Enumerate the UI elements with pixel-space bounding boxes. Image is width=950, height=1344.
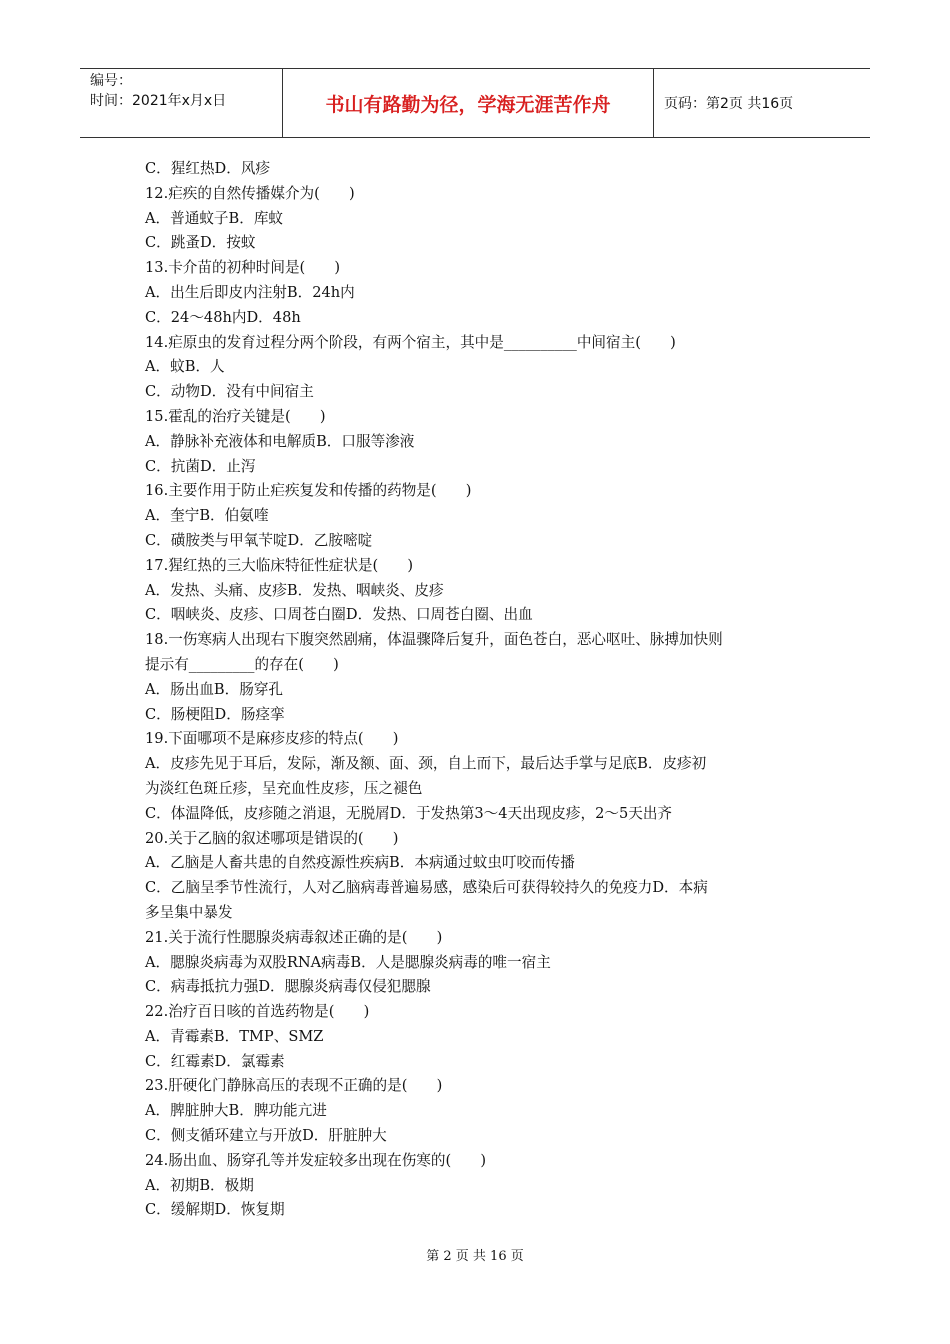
time-label: 时间：2021年x月x日 [90,93,227,109]
header-motto: 书山有路勤为径，学海无涯苦作舟 [282,69,654,137]
text-line: C．动物D．没有中间宿主 [145,383,314,401]
text-line: 14.疟原虫的发育过程分两个阶段，有两个宿主，其中是__________中间宿主( ) [145,333,676,351]
text-line: 21.关于流行性腮腺炎病毒叙述正确的是( ) [145,928,443,946]
text-line: A．青霉素B．TMP、SMZ [145,1027,324,1045]
text-line: A．脾脏肿大B．脾功能亢进 [145,1102,327,1120]
text-line: C．侧支循环建立与开放D．肝脏肿大 [145,1127,387,1145]
text-line: 12.疟疾的自然传播媒介为( ) [145,184,355,202]
text-line: C．磺胺类与甲氧苄啶D．乙胺嘧啶 [145,531,373,549]
text-line: 18.一伤寒病人出现右下腹突然剧痛，体温骤降后复升，面色苍白，恶心呕吐、脉搏加快则 [145,631,723,649]
number-label: 编号： [90,73,132,89]
text-line: A．出生后即皮内注射B．24h内 [145,283,355,301]
text-line: 23.肝硬化门静脉高压的表现不正确的是( ) [145,1077,443,1095]
text-line: 13.卡介苗的初种时间是( ) [145,259,341,277]
text-line: 多呈集中暴发 [145,903,233,921]
text-line: 16.主要作用于防止疟疾复发和传播的药物是( ) [145,482,472,500]
text-line: A．发热、头痛、皮疹B．发热、咽峡炎、皮疹 [145,581,444,599]
question-body [145,157,817,1223]
text-line: C．猩红热D．风疹 [145,160,271,177]
text-line: C．病毒抵抗力强D．腮腺炎病毒仅侵犯腮腺 [145,978,431,996]
text-line: C．红霉素D．氯霉素 [145,1052,285,1070]
text-line: A．静脉补充液体和电解质B．口服等渗液 [145,432,415,450]
text-line: 22.治疗百日咳的首选药物是( ) [145,1003,370,1021]
text-line: A．肠出血B．肠穿孔 [145,680,284,698]
text-line: 20.关于乙脑的叙述哪项是错误的( ) [145,829,399,847]
text-line: C．乙脑呈季节性流行，人对乙脑病毒普遍易感，感染后可获得较持久的免疫力D．本病 [145,879,708,897]
text-line: C．跳蚤D．按蚊 [145,234,256,252]
text-line: C．抗菌D．止泻 [145,457,256,475]
text-line: 提示有_________的存在( ) [145,655,339,673]
text-line: A．腮腺炎病毒为双股RNA病毒B．人是腮腺炎病毒的唯一宿主 [145,953,551,971]
text-line: C．肠梗阻D．肠痉挛 [145,705,285,723]
text-line: C．24～48h内D．48h [145,308,301,326]
text-line: A．乙脑是人畜共患的自然疫源性疾病B．本病通过蚊虫叮咬而传播 [145,854,575,872]
text-line: 15.霍乱的治疗关键是( ) [145,407,326,425]
text-line: A．初期B．极期 [145,1176,254,1194]
page-footer: 第 2 页 共 16 页 [426,1249,524,1264]
text-line: A．蚊B．人 [145,358,225,376]
text-line: A．皮疹先见于耳后，发际，渐及额、面、颈，自上而下，最后达手掌与足底B．皮疹初 [145,755,707,773]
text-line: C．缓解期D．恢复期 [145,1201,285,1219]
text-line: C．体温降低，皮疹随之消退，无脱屑D．于发热第3～4天出现皮疹，2～5天出齐 [145,804,673,822]
header-meta [80,69,282,137]
text-line: A．奎宁B．伯氨喹 [145,507,269,525]
text-line: A．普通蚊子B．库蚊 [145,209,284,227]
text-line: 为淡红色斑丘疹，呈充血性皮疹，压之褪色 [145,779,423,797]
text-line: C．咽峡炎、皮疹、口周苍白圈D．发热、口周苍白圈、出血 [145,606,533,624]
text-line: 17.猩红热的三大临床特征性症状是( ) [145,556,414,574]
page-header [80,68,870,138]
text-line: 19.下面哪项不是麻疹皮疹的特点( ) [145,730,399,748]
text-line: 24.肠出血、肠穿孔等并发症较多出现在伤寒的( ) [145,1151,487,1169]
header-page-label: 页码：第2页 共16页 [664,96,794,112]
